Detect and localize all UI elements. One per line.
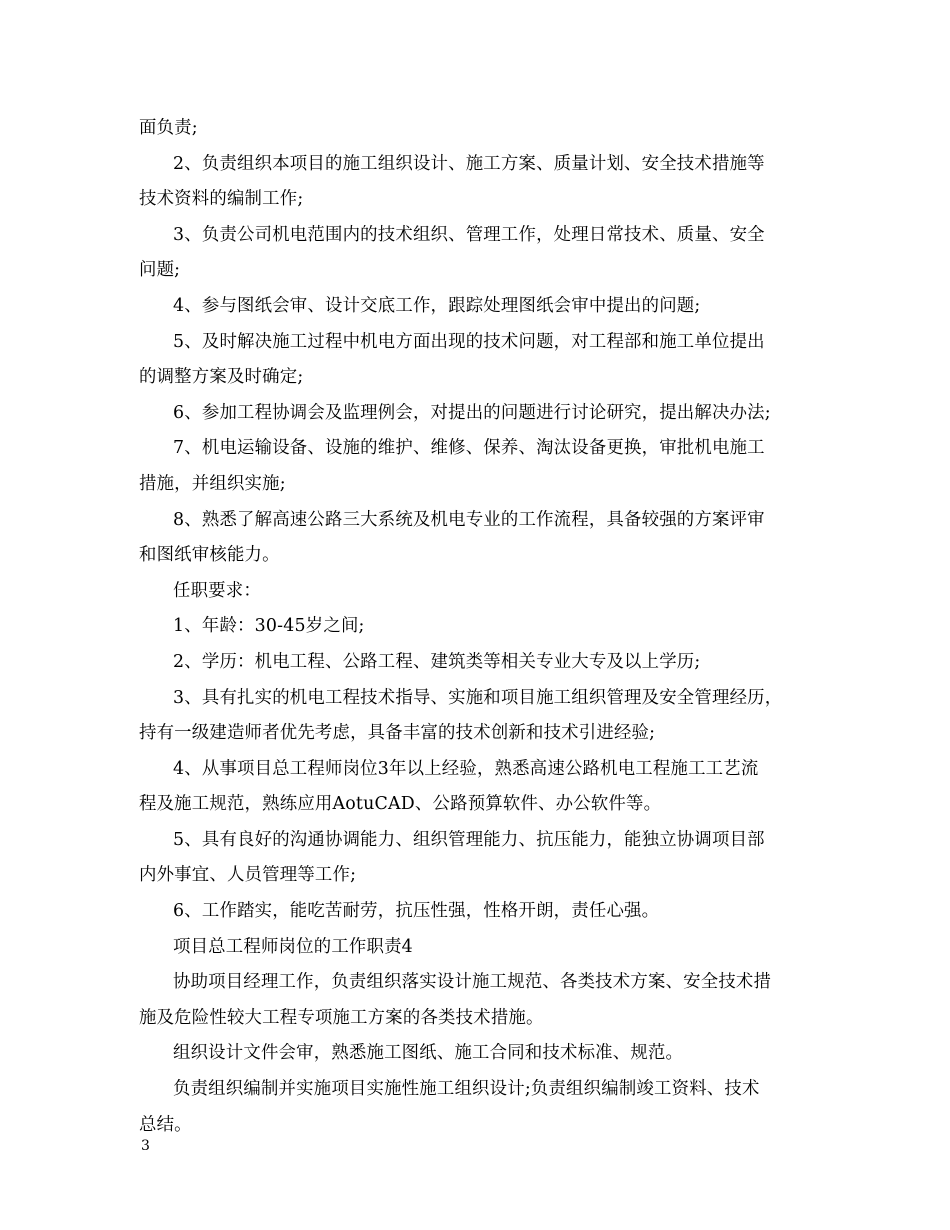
text-line: 协助项目经理工作，负责组织落实设计施工规范、各类技术方案、安全技术措 bbox=[173, 972, 772, 993]
text-line: 3、负责公司机电范围内的技术组织、管理工作，处理日常技术、质量、安全 bbox=[173, 224, 765, 245]
text-line: 负责组织编制并实施项目实施性施工组织设计;负责组织编制竣工资料、技术 bbox=[173, 1079, 760, 1100]
page-number: 3 bbox=[141, 1138, 150, 1154]
text-line: 5、及时解决施工过程中机电方面出现的技术问题，对工程部和施工单位提出 bbox=[173, 331, 765, 352]
text-line: 和图纸审核能力。 bbox=[139, 545, 280, 566]
text-line: 2、负责组织本项目的施工组织设计、施工方案、质量计划、安全技术措施等 bbox=[173, 153, 765, 174]
text-line: 6、工作踏实，能吃苦耐劳，抗压性强，性格开朗，责任心强。 bbox=[173, 901, 660, 922]
text-line: 4、参与图纸会审、设计交底工作，跟踪处理图纸会审中提出的问题; bbox=[173, 295, 701, 316]
text-line: 4、从事项目总工程师岗位3年以上经验，熟悉高速公路机电工程施工工艺流 bbox=[173, 758, 759, 779]
text-line: 施及危险性较大工程专项施工方案的各类技术措施。 bbox=[139, 1007, 544, 1028]
text-line: 程及施工规范，熟练应用AotuCAD、公路预算软件、办公软件等。 bbox=[139, 794, 662, 815]
text-line: 7、机电运输设备、设施的维护、维修、保养、淘汰设备更换，审批机电施工 bbox=[173, 438, 765, 459]
text-line: 组织设计文件会审，熟悉施工图纸、施工合同和技术标准、规范。 bbox=[173, 1043, 684, 1064]
text-line: 3、具有扎实的机电工程技术指导、实施和项目施工组织管理及安全管理经历， bbox=[173, 687, 783, 708]
text-line: 5、具有良好的沟通协调能力、组织管理能力、抗压能力，能独立协调项目部 bbox=[173, 829, 765, 850]
text-line: 项目总工程师岗位的工作职责4 bbox=[173, 936, 413, 957]
text-line: 总结。 bbox=[139, 1114, 192, 1135]
text-line: 1、年龄：30-45岁之间; bbox=[173, 616, 365, 637]
text-line: 持有一级建造师者优先考虑，具备丰富的技术创新和技术引进经验; bbox=[139, 723, 656, 744]
text-line: 任职要求： bbox=[173, 580, 261, 601]
text-line: 内外事宜、人员管理等工作; bbox=[139, 865, 357, 886]
text-line: 技术资料的编制工作; bbox=[139, 189, 304, 210]
body-text bbox=[139, 111, 819, 1143]
text-line: 2、学历：机电工程、公路工程、建筑类等相关专业大专及以上学历; bbox=[173, 651, 701, 672]
text-line: 8、熟悉了解高速公路三大系统及机电专业的工作流程，具备较强的方案评审 bbox=[173, 509, 765, 530]
text-line: 面负责; bbox=[139, 118, 198, 138]
text-line: 问题; bbox=[139, 260, 181, 281]
text-line: 措施，并组织实施; bbox=[139, 473, 286, 494]
text-line: 6、参加工程协调会及监理例会，对提出的问题进行讨论研究，提出解决办法; bbox=[173, 402, 771, 423]
text-line: 的调整方案及时确定; bbox=[139, 367, 304, 388]
